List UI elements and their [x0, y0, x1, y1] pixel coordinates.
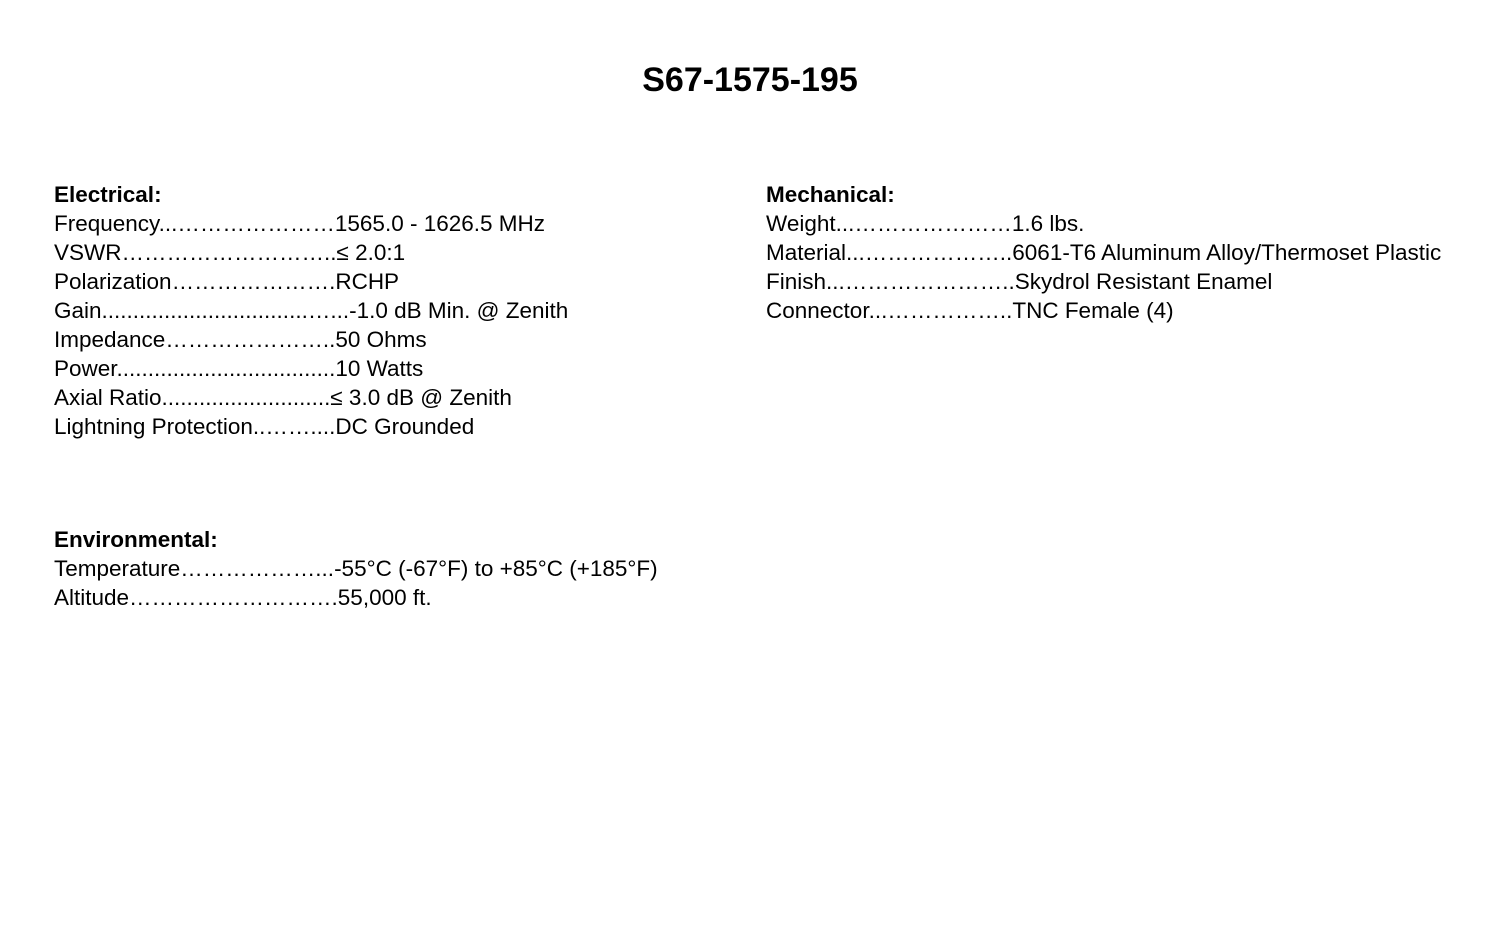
spec-row-polarization: Polarization………………….RCHP [54, 269, 400, 294]
spec-row-vswr: VSWR………………………..≤ 2.0:1 [54, 240, 406, 265]
electrical-heading: Electrical: [54, 182, 162, 207]
environmental-heading: Environmental: [54, 527, 218, 552]
spec-row-weight: Weight...…………………1.6 lbs. [766, 211, 1085, 236]
document-title: S67-1575-195 [642, 61, 858, 99]
spec-row-impedance: Impedance…………………..50 Ohms [54, 327, 427, 352]
spec-row-axial-ratio: Axial Ratio...........................≤ 3.0 dB @ Zenith [54, 385, 512, 410]
spec-row-gain: Gain.................................…...-1.0 dB Min. @ Zenith [54, 298, 569, 323]
mechanical-section [766, 180, 1441, 325]
mechanical-heading: Mechanical: [766, 182, 895, 207]
spec-row-frequency: Frequency...…………………1565.0 - 1626.5 MHz [54, 211, 546, 236]
spec-row-connector: Connector...……………..TNC Female (4) [766, 298, 1174, 323]
environmental-section [54, 525, 658, 612]
electrical-section [54, 180, 568, 441]
spec-row-material: Material...………………..6061-T6 Aluminum Alloy/Thermoset Plastic [766, 240, 1442, 265]
spec-row-temperature: Temperature………………...-55°C (-67°F) to +85°C (+185°F) [54, 556, 658, 581]
spec-row-finish: Finish...…………………..Skydrol Resistant Enamel [766, 269, 1273, 294]
spec-row-power: Power...................................10 Watts [54, 356, 424, 381]
spec-row-lightning-protection: Lightning Protection..……....DC Grounded [54, 414, 475, 439]
spec-row-altitude: Altitude……………………….55,000 ft. [54, 585, 432, 610]
